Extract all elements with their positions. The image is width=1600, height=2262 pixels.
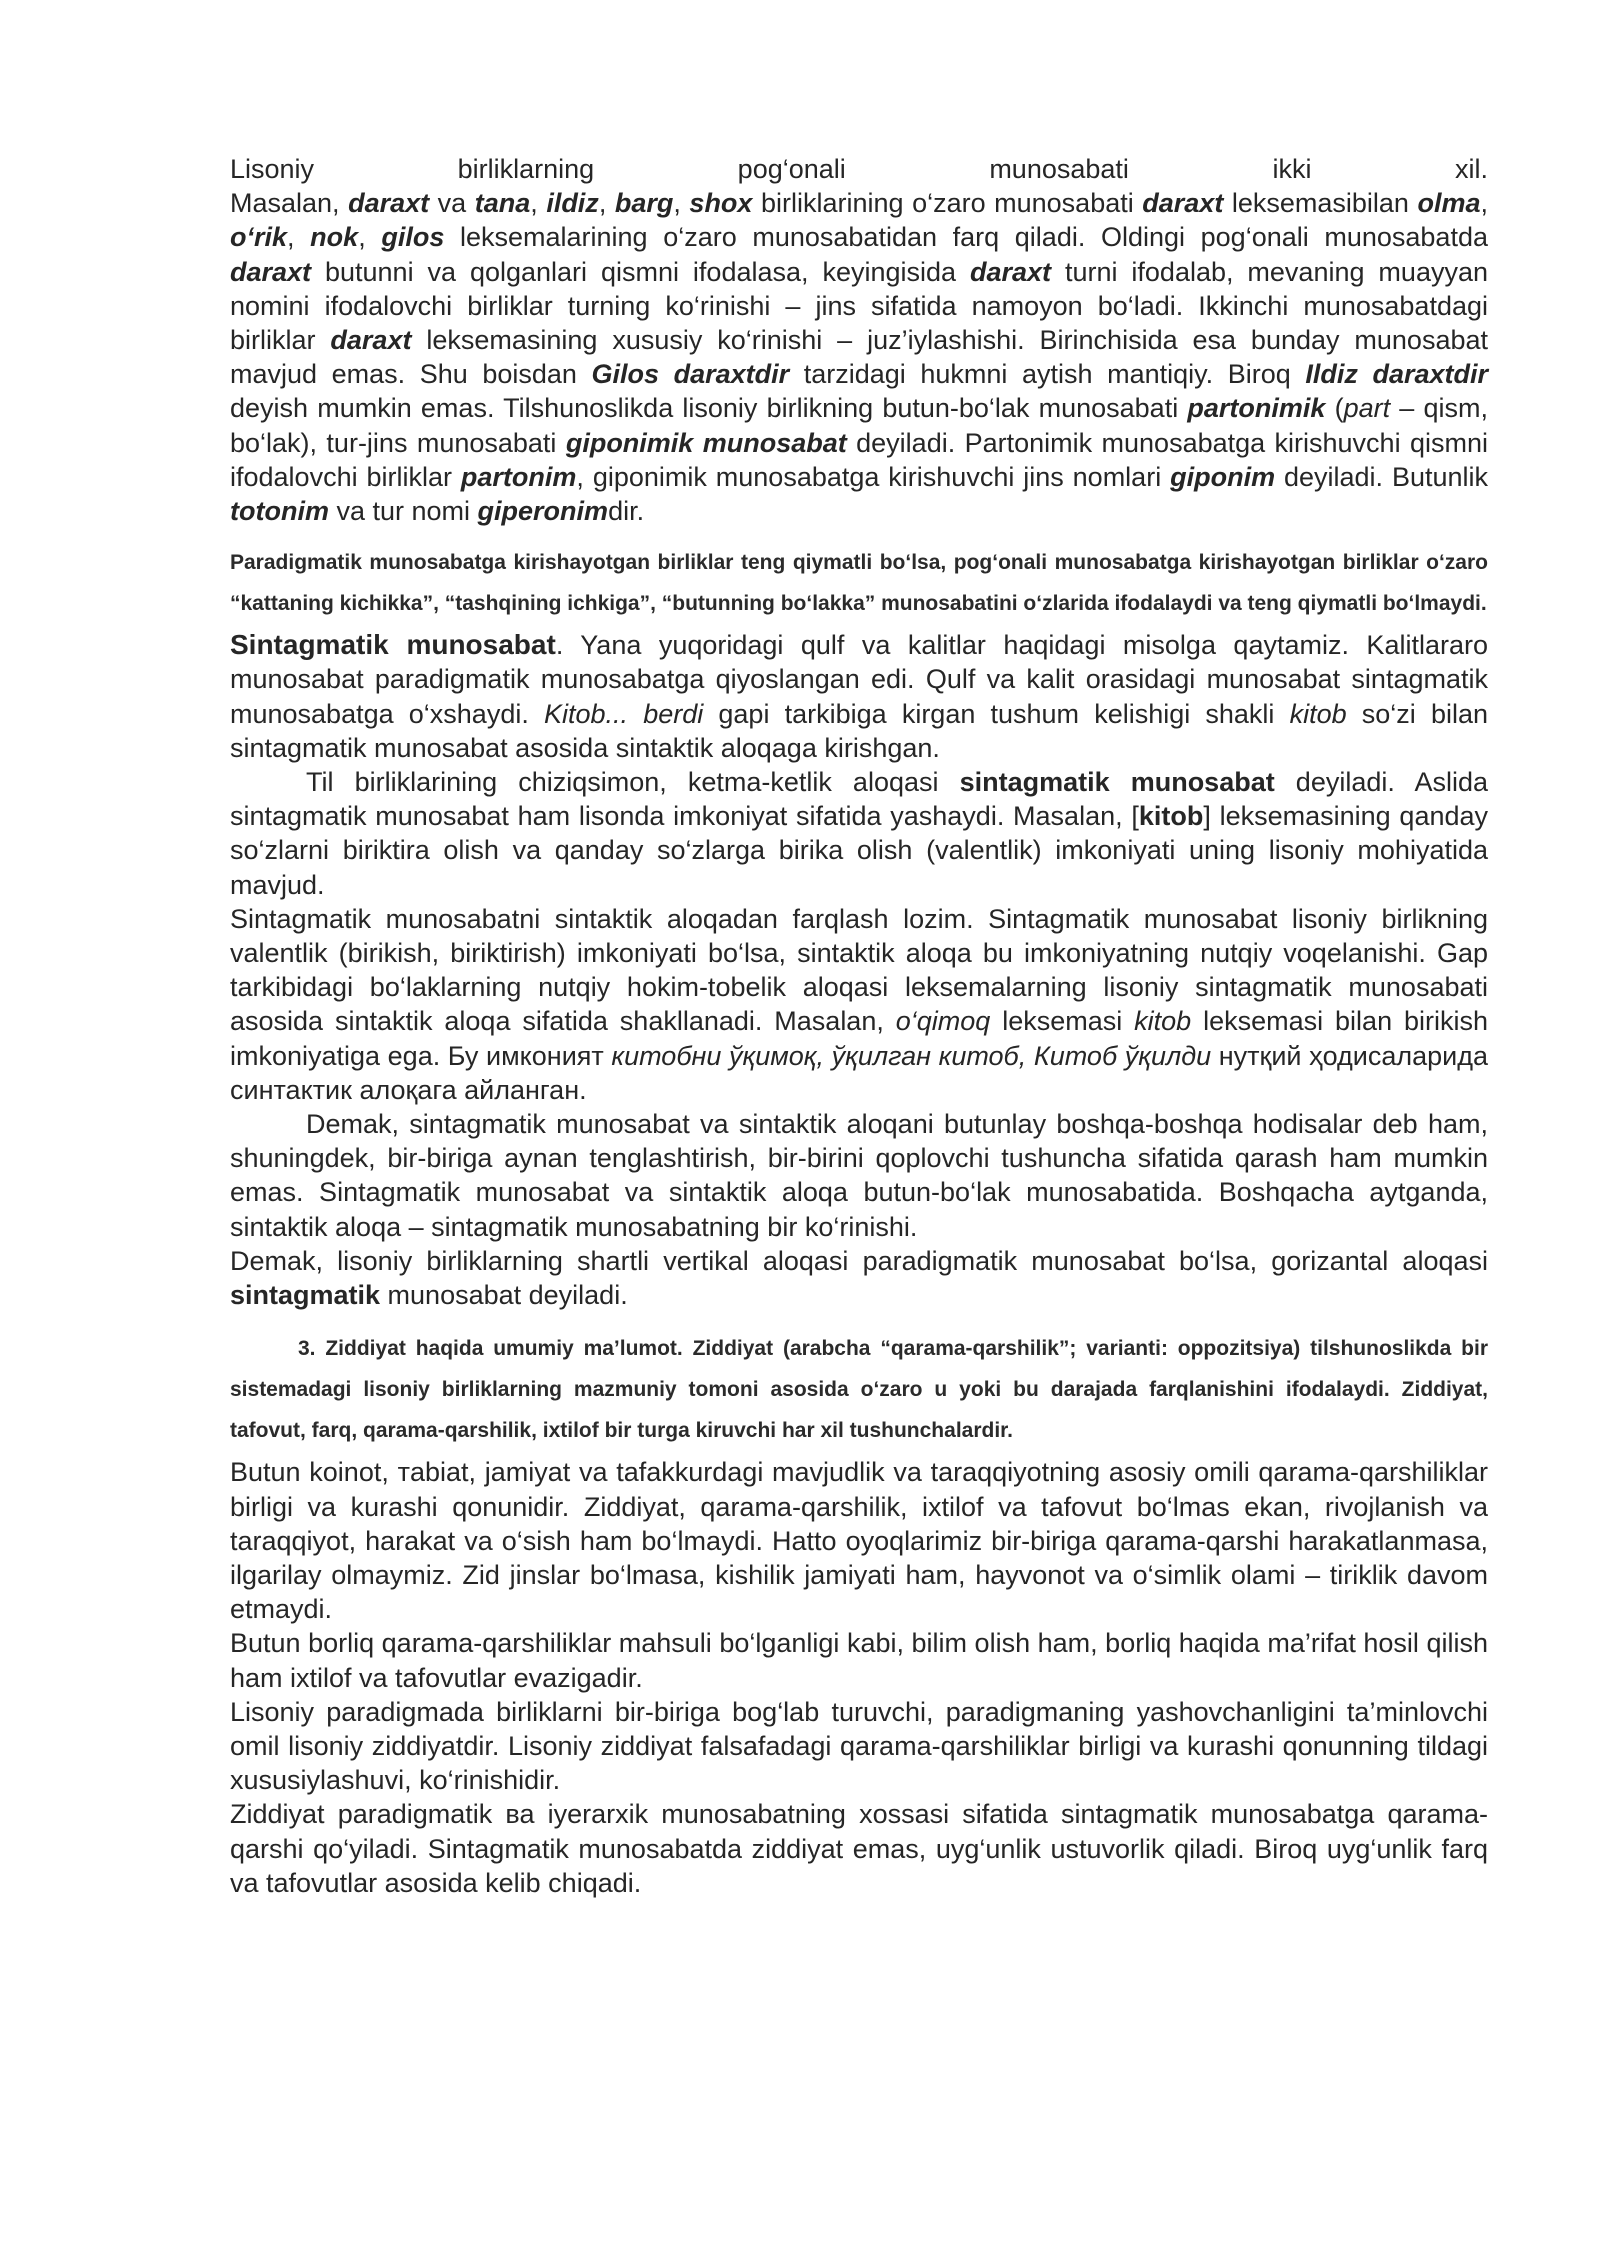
text-run: munosabat deyiladi. bbox=[380, 1280, 628, 1311]
emphasized-text: gilos bbox=[381, 222, 445, 253]
emphasized-text: shox bbox=[689, 188, 753, 219]
text-run: Ziddiyat paradigmatik ва iyerarxik munosabatning xossasi sifatida sintagmatik munosabatga qarama-qarshi qo‘yiladi. Sintagmatik munosabatda ziddiyat emas, uyg‘unlik ustuvorlik qiladi. Biroq uyg‘unlik farq va tafovutlar asosida kelib chiqadi. bbox=[230, 1799, 1488, 1898]
emphasized-text: part bbox=[1343, 393, 1391, 424]
text-run: , bbox=[287, 222, 311, 253]
body-paragraph bbox=[230, 1797, 1488, 1900]
text-run: Demak, sintagmatik munosabat va sintaktik aloqani butunlay boshqa-boshqa hodisalar deb ham, shuningdek, bir-biriga aynan tenglashtirish, bir-birini qoplovchi tushuncha sifatida qarash ham mumkin emas. Sintagmatik munosabat va sintaktik aloqa butun-bo‘lak munosabatida. Boshqacha aytganda, sintaktik aloqa – sintagmatik munosabatning bir ko‘rinishi. bbox=[230, 1109, 1488, 1242]
text-run: Masalan, bbox=[230, 188, 349, 219]
text-run: Butun koinot, тabiat, jamiyat va tafakkurdagi mavjudlik va taraqqiyotning asosiy omili qarama-qarshiliklar birligi va kurashi qonunidir. Ziddiyat, qarama-qarshilik, ixtilof va tafovut bo‘lmas ekan, rivojlanish va taraqqiyot, harakat va o‘sish ham bo‘lmaydi. Hatto oyoqlarimiz bir-biriga qarama-qarshi harakatlanmasa, ilgarilay olmaymiz. Zid jinslar bo‘lmasa, kishilik jamiyati ham, hayvonot va o‘simlik olami – tiriklik davom etmaydi. bbox=[230, 1457, 1488, 1625]
body-paragraph bbox=[230, 186, 1488, 528]
emphasized-text: sintagmatik munosabat bbox=[959, 767, 1275, 798]
text-run: Til birliklarining chiziqsimon, ketma-ketlik aloqasi bbox=[306, 767, 960, 798]
emphasized-text: partonim bbox=[460, 461, 577, 492]
emphasized-text: daraxt bbox=[1142, 188, 1224, 219]
emphasized-text: giponim bbox=[1170, 461, 1276, 492]
emphasized-text: kitob bbox=[1289, 698, 1347, 729]
text-run: , bbox=[673, 188, 690, 219]
emphasized-text: Ildiz daraxtdir bbox=[1305, 359, 1488, 390]
text-run: Lisoniy paradigmada birliklarni bir-biriga bog‘lab turuvchi, paradigmaning yashovchanligini ta’minlovchi omil lisoniy ziddiyatdir. Lisoniy ziddiyat falsafadagi qarama-qarshiliklar birligi va kurashi qonunning tildagi xususiylashuvi, ko‘rinishidir. bbox=[230, 1696, 1488, 1796]
text-run: Demak, lisoniy birliklarning shartli vertikal aloqasi paradigmatik munosabat bo‘lsa, gorizantal aloqasi bbox=[230, 1245, 1488, 1276]
emphasized-text: daraxt bbox=[230, 256, 312, 287]
text-run: ] leksemasining qanday so‘zlarni biriktira olish va qanday so‘zlarga birika olish (valentlik) imkoniyati uning lisoniy mohiyatida mavjud. bbox=[230, 801, 1489, 900]
text-run: turni ifodalab, mevaning muayyan nomini ifodalovchi birliklar turning ko‘rinishi – jins sifatida namoyon bo‘ladi. Ikkinchi munosabatdagi birliklar bbox=[230, 256, 1488, 356]
emphasized-text: barg bbox=[614, 188, 674, 219]
body-paragraph bbox=[230, 765, 1488, 902]
body-paragraph bbox=[230, 1695, 1488, 1798]
text-run: Sintagmatik munosabatni sintaktik aloqadan farqlash lozim. Sintagmatik munosabat lisoniy birlikning valentlik (birikish, biriktirish) imkoniyati bo‘lsa, sintaktik aloqa bu imkoniyatning nutqiy voqelanishi. Gap tarkibidagi bo‘laklarning nutqiy hokim-tobelik aloqasi leksemalarning lisoniy sintagmatik munosabati asosida sintaktik aloqa sifatida shakllanadi. Masalan, bbox=[230, 903, 1488, 1037]
text-run: leksemasi bbox=[990, 1006, 1135, 1037]
emphasized-text: olma bbox=[1417, 188, 1481, 219]
text-run: birliklarining o‘zaro munosabati bbox=[752, 188, 1143, 219]
text-run: , giponimik munosabatga kirishuvchi jins nomlari bbox=[576, 461, 1171, 492]
emphasized-text: tana bbox=[474, 188, 531, 219]
summary-paragraph bbox=[230, 1328, 1488, 1451]
emphasized-text: nok bbox=[310, 222, 359, 253]
text-run: deyish mumkin emas. Tilshunoslikda lisoniy birlikning butun-bo‘lak munosabati bbox=[230, 393, 1188, 424]
text-run: leksemalarining o‘zaro munosabatidan farq qiladi. Oldingi pog‘onali munosabatda bbox=[444, 222, 1488, 253]
text-run: gapi tarkibiga kirgan tushum kelishigi shakli bbox=[703, 698, 1290, 729]
emphasized-text: kitob bbox=[1138, 801, 1204, 832]
body-paragraph bbox=[230, 1626, 1488, 1694]
text-run: ( bbox=[1325, 393, 1344, 424]
text-run: Butun borliq qarama-qarshiliklar mahsuli bo‘lganligi kabi, bilim olish ham, borliq haqida ma’rifat hosil qilish ham ixtilof va tafovutlar evazigadir. bbox=[230, 1628, 1488, 1693]
body-paragraph bbox=[230, 152, 1488, 186]
body-paragraph bbox=[230, 1244, 1488, 1312]
text-run: tarzidagi hukmni aytish mantiqiy. Biroq bbox=[789, 359, 1306, 390]
text-run: – qism, bo‘lak), tur-jins munosabati bbox=[230, 393, 1488, 458]
emphasized-text: Sintagmatik munosabat bbox=[230, 629, 556, 661]
body-paragraph bbox=[230, 1455, 1488, 1626]
emphasized-text: totonim bbox=[230, 496, 329, 527]
text-run: Paradigmatik munosabatga kirishayotgan birliklar teng qiymatli bo‘lsa, pog‘onali munosabatga kirishayotgan birliklar o‘zaro “kattaning kichikka”, “tashqining ichkiga”, “butunning bo‘lakka” munosabatini o‘zlarida ifodalaydi va teng qiymatli bo‘lmaydi. bbox=[230, 551, 1488, 616]
text-run: 3. Ziddiyat haqida umumiy ma’lumot. Ziddiyat (arabcha “qarama-qarshilik”; varianti: oppozitsiya) tilshunoslikda bir sistemadagi lisoniy birliklarning mazmuniy tomoni asosida o‘zaro u yoki bu darajada farqlanishini ifodalaydi. Ziddiyat, tafovut, farq, qarama-qarshilik, ixtilof bir turga kiruvchi har xil tushunchalardir. bbox=[230, 1337, 1488, 1443]
text-run: deyiladi. Partonimik munosabatga kirishuvchi qismni ifodalovchi birliklar bbox=[230, 427, 1488, 492]
text-run: deyiladi. Butunlik bbox=[1275, 461, 1489, 492]
text-run: va tur nomi bbox=[328, 496, 478, 527]
text-run: leksemasibilan bbox=[1223, 188, 1418, 219]
text-run: dir. bbox=[608, 496, 645, 527]
emphasized-text: китобни ўқимоқ, ўқилган китоб, Китоб ўқилди bbox=[611, 1040, 1212, 1071]
emphasized-text: daraxt bbox=[330, 325, 412, 356]
text-run: , bbox=[358, 222, 382, 253]
text-run: нутқий ҳодисаларида синтактик алоқага айланган. bbox=[230, 1040, 1488, 1105]
emphasized-text: o‘rik bbox=[230, 222, 288, 253]
emphasized-text: giperonim bbox=[477, 496, 609, 527]
text-run: . Yana yuqoridagi qulf va kalitlar haqidagi misolga qaytamiz. Kalitlararo munosabat paradigmatik munosabatga qiyoslangan edi. Qulf va kalit orasidagi munosabat sintagmatik munosabatga o‘xshaydi. bbox=[230, 630, 1488, 729]
document-page bbox=[230, 152, 1488, 1900]
text-run: , bbox=[598, 188, 615, 219]
emphasized-text: daraxt bbox=[348, 188, 430, 219]
emphasized-text: kitob bbox=[1134, 1006, 1192, 1037]
text-run: so‘zi bilan sintagmatik munosabat asosida sintaktik aloqaga kirishgan. bbox=[230, 698, 1489, 763]
emphasized-text: daraxt bbox=[969, 256, 1052, 287]
text-run: Lisoniy birliklarning pog‘onali munosabati ikki xil. bbox=[230, 154, 1488, 184]
body-paragraph bbox=[230, 1107, 1488, 1244]
text-run: , bbox=[1480, 188, 1489, 219]
text-run: butunni va qolganlari qismni ifodalasa, keyingisida bbox=[311, 256, 970, 287]
text-run: deyiladi. Aslida sintagmatik munosabat ham lisonda imkoniyat sifatida yashaydi. Masalan, [ bbox=[230, 767, 1488, 832]
body-paragraph bbox=[230, 902, 1488, 1107]
summary-paragraph bbox=[230, 542, 1488, 624]
emphasized-text: giponimik munosabat bbox=[565, 427, 847, 458]
emphasized-text: o‘qimoq bbox=[895, 1006, 991, 1037]
text-run: leksemasining xususiy ko‘rinishi – juz’iylashishi. Birinchisida esa bunday munosabat mavjud emas. Shu boisdan bbox=[230, 325, 1488, 390]
emphasized-text: sintagmatik bbox=[230, 1280, 381, 1311]
body-paragraph bbox=[230, 628, 1488, 765]
text-run: , bbox=[530, 188, 547, 219]
emphasized-text: Gilos daraxtdir bbox=[591, 359, 790, 390]
text-run: va bbox=[429, 188, 475, 219]
emphasized-text: Kitob... berdi bbox=[544, 698, 704, 729]
text-run: leksemasi bilan birikish imkoniyatiga ega. Бу имконият bbox=[230, 1006, 1488, 1071]
emphasized-text: partonimik bbox=[1187, 393, 1326, 424]
emphasized-text: ildiz bbox=[546, 188, 599, 219]
